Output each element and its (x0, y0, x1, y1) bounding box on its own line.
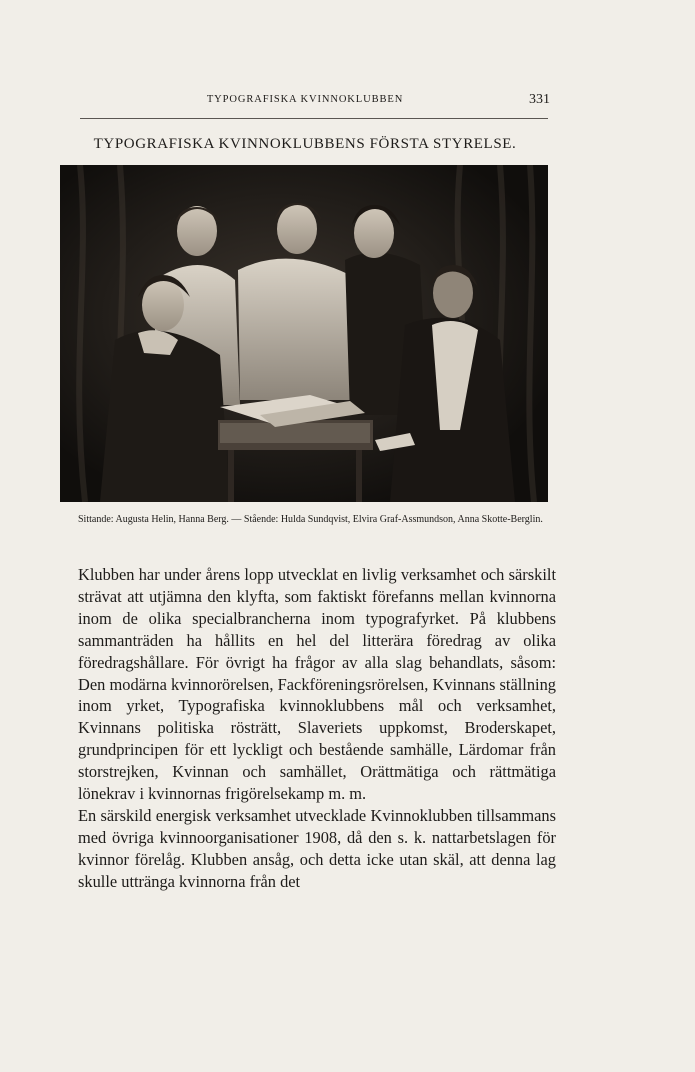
paragraph: Klubben har under årens lopp utvecklat en livlig verksamhet och särskilt strävat att utjämna den klyfta, som faktiskt förefanns mellan kvinnorna inom de olika specialbrancherna inom typografyrket. På klubbens sammanträden ha hållits en hel del litterära föredrag av olika föredragshållare. För övrigt ha frågor av alla slag behandlats, såsom: Den modärna kvinnorörelsen, Fackföreningsrörelsen, Kvinnans ställning inom yrket, Typografiska kvinnoklubbens mål och verksamhet, Kvinnans politiska rösträtt, Slaveriets uppkomst, Broderskapet, grundprincipen för ett lyckligt och bestående samhälle, Lärdomar från storstrejken, Kvinnan och samhället, Orättmätiga och rättmätiga lönekrav i kvinnornas frigörelsekamp m. m. (78, 565, 556, 804)
running-title: TYPOGRAFISKA KVINNOKLUBBEN (206, 94, 404, 105)
group-photograph (60, 165, 548, 502)
body-text (78, 564, 556, 893)
running-head (60, 92, 550, 114)
photo-caption: Sittande: Augusta Helin, Hanna Berg. — Stående: Hulda Sundqvist, Elvira Graf-Assmundson, Anna Skotte-Berglin. (78, 514, 543, 525)
paragraph: En särskild energisk verksamhet utvecklade Kvinnoklubben tillsammans med övriga kvinnoorganisationer 1908, då den s. k. nattarbetslagen för kvinnor förelåg. Klubben ansåg, och detta icke utan skäl, att denna lag skulle uttränga kvinnorna från det (78, 805, 556, 891)
header-rule (80, 118, 548, 119)
figure-title: TYPOGRAFISKA KVINNOKLUBBENS FÖRSTA STYRELSE. (93, 136, 517, 152)
page-number: 331 (529, 92, 550, 107)
photograph-illustration (60, 165, 548, 502)
